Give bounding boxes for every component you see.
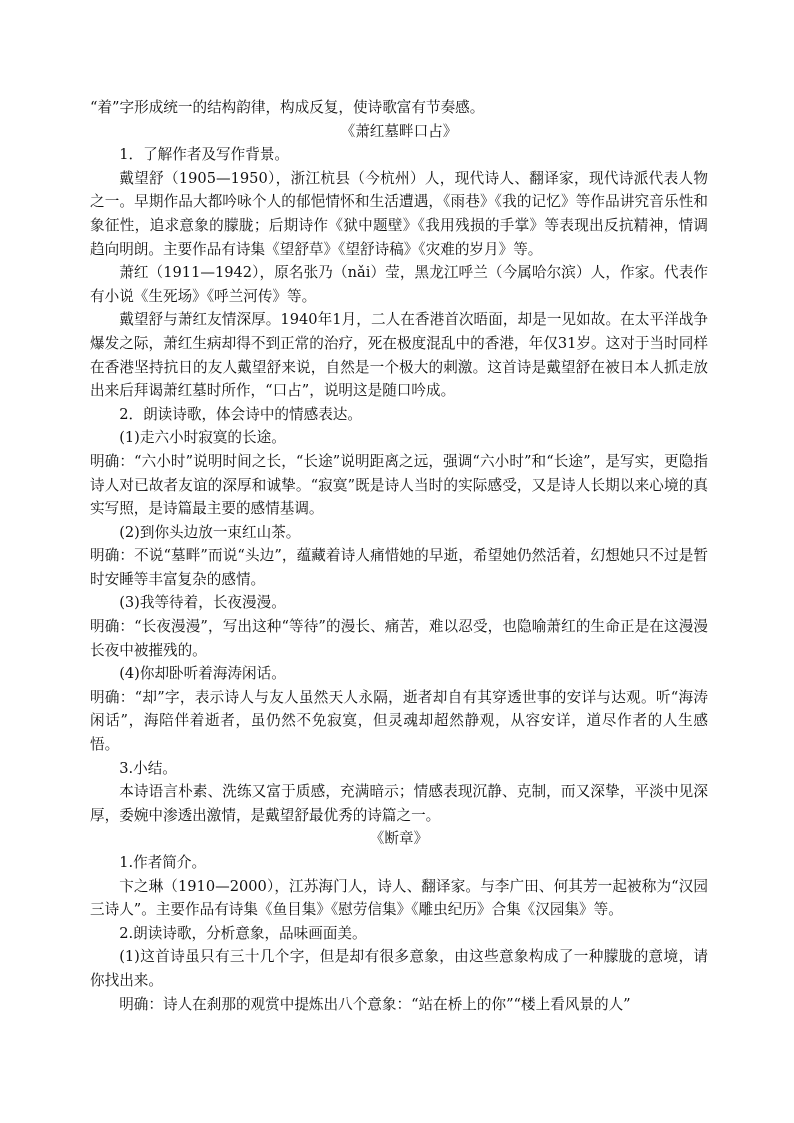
numbered-heading: 1．了解作者及写作背景。 xyxy=(119,146,290,164)
body-paragraph: 萧红（1911—1942），原名张乃（nǎi）莹，黑龙江呼兰（今属哈尔滨）人，作家。代表作有小说《生死场》《呼兰河传》等。 xyxy=(90,264,709,305)
body-paragraph: 戴望舒与萧红友情深厚。1940年1月，二人在香港首次晤面，却是一见如故。在太平洋战争爆发之际，萧红生病却得不到正常的治疗，死在极度混乱中的香港，年仅31岁。这对于当时同样在香港坚持抗日的友人戴望舒来说，自然是一个极大的刺激。这首诗是戴望舒在被日本人抓走放出来后拜谒萧红墓时所作，“口占”，说明这是随口吟成。 xyxy=(90,311,708,400)
numbered-heading: 2．朗读诗歌，体会诗中的情感表达。 xyxy=(119,405,362,423)
body-paragraph: 戴望舒（1905—1950），浙江杭县（今杭州）人，现代诗人、翻译家，现代诗派代表人物之一。早期作品大都吟咏个人的郁悒情怀和生活遭遇，《雨巷》《我的记忆》等作品讲究音乐性和象征性，追求意象的朦胧；后期诗作《狱中题壁》《我用残损的手掌》等表现出反抗精神，情调趋向明朗。主要作品有诗集《望舒草》《望舒诗稿》《灾难的岁月》等。 xyxy=(90,169,708,258)
explanation-paragraph: 明确：“六小时”说明时间之长，“长途”说明距离之远，强调“六小时”和“长途”，是写实，更隐指诗人对已故者友谊的深厚和诚挚。“寂寞”既是诗人当时的实际感受，又是诗人长期以来心境的真实写照，是诗篇最主要的感情基调。 xyxy=(90,452,708,518)
explanation-paragraph: 明确：不说“墓畔”而说“头边”，蕴藏着诗人痛惜她的早逝，希望她仍然活着，幻想她只不过是暂时安睡等丰富复杂的感情。 xyxy=(90,547,708,588)
poem-line: (2)到你头边放一束红山茶。 xyxy=(119,523,301,541)
body-paragraph: 卞之琳（1910—2000），江苏海门人，诗人、翻译家。与李广田、何其芳一起被称为“汉园三诗人”。主要作品有诗集《鱼目集》《慰劳信集》《雕虫纪历》合集《汉园集》等。 xyxy=(90,877,708,919)
explanation-paragraph: 明确：“长夜漫漫”，写出这种“等待”的漫长、痛苦，难以忍受，也隐喻萧红的生命正是在这漫漫长夜中被摧残的。 xyxy=(90,618,708,659)
poem-line: (1)走六小时寂寞的长途。 xyxy=(119,429,286,447)
section-title: 《断章》 xyxy=(369,830,429,848)
explanation-paragraph: 明确：“却”字，表示诗人与友人虽然天人永隔，逝者却自有其穿透世事的安详与达观。听“海涛闲话”，海陪伴着逝者，虽仍然不免寂寞，但灵魂却超然静观，从容安详，道尽作者的人生感悟。 xyxy=(90,688,708,754)
question-paragraph: (1)这首诗虽只有三十几个字，但是却有很多意象，由这些意象构成了一种朦胧的意境，请你找出来。 xyxy=(90,948,708,989)
numbered-heading: 1.作者简介。 xyxy=(119,854,207,871)
numbered-heading: 2.朗读诗歌，分析意象，品味画面美。 xyxy=(119,924,367,942)
body-paragraph: 本诗语言朴素、洗练又富于质感，充满暗示；情感表现沉静、克制，而又深挚，平淡中见深厚，委婉中渗透出激情，是戴望舒最优秀的诗篇之一。 xyxy=(90,783,708,824)
poem-line: (3)我等待着，长夜漫漫。 xyxy=(119,594,286,612)
explanation-paragraph: 明确：诗人在刹那的观赏中提炼出八个意象：“站在桥上的你”“楼上看风景的人” xyxy=(119,995,631,1013)
poem-line: (4)你却卧听着海涛闲话。 xyxy=(119,665,286,683)
section-title: 《萧红墓畔口占》 xyxy=(340,122,458,140)
numbered-heading: 3.小结。 xyxy=(119,759,177,777)
text-line: “着”字形成统一的结构韵律，构成反复，使诗歌富有节奏感。 xyxy=(90,99,485,116)
